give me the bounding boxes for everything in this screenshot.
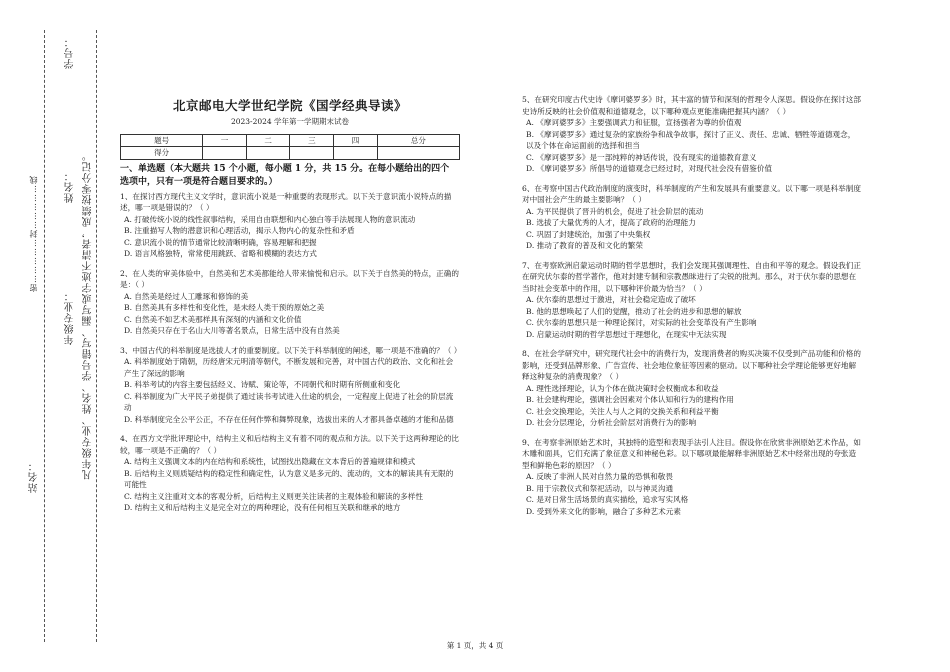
option: D. 科举制度完全公平公正，不存在任何作弊和舞弊现象，选拔出来的人才都具备卓越的才能和品德 xyxy=(124,414,454,424)
option: D. 结构主义和后结构主义是完全对立的两种理论，没有任何相互关联和继承的地方 xyxy=(124,503,401,512)
question-stem: 4、在西方文学批评理论中，结构主义和后结构主义有着不同的观点和方法。以下关于这两种理论的比较，哪一项是不正确的？（ ） xyxy=(120,434,459,455)
right-column xyxy=(522,94,862,517)
option: A. 打破传统小说的线性叙事结构，采用自由联想和内心独白等手法展现人物的意识流动 xyxy=(124,214,416,224)
option: A. 自然美是经过人工雕琢和修饰的美 xyxy=(124,291,249,301)
score-value-row xyxy=(121,147,460,160)
question-stem: 8、在社会学研究中，研究现代社会中的消费行为，发现消费者的购买决策不仅受到产品功能和价格的影响，还受到品牌形象、广告宣传、社会地位象征等因素的驱动。以下哪种社会学理论能够更好地解释这种复杂的消费现象？（ ） xyxy=(522,349,861,381)
option: A. 《摩诃婆罗多》主要强调武力和征服，宣扬强者为尊的价值观 xyxy=(526,118,742,127)
exam-subtitle: 2023-2024 学年第一学期期末试卷 xyxy=(230,117,350,126)
option: B. 他的思想唤起了人们的觉醒，推动了社会的进步和思想的解放 xyxy=(526,306,742,316)
question-9 xyxy=(522,437,862,518)
option: A. 反映了非洲人民对自然力量的恐惧和敬畏 xyxy=(526,472,673,481)
question-6 xyxy=(522,183,862,252)
cut-line-outer xyxy=(96,30,97,642)
score-cell: 一 xyxy=(203,134,247,147)
option: D. 推动了教育的普及和文化的繁荣 xyxy=(526,241,643,250)
exam-instruction: 凡年级专业、姓名、学号错写、漏写或字迹不清者，成绩按零分记。 xyxy=(83,150,94,480)
question-3 xyxy=(120,345,460,426)
school-label: 站名： xyxy=(29,460,40,493)
option: A. 理性选择理论，认为个体在做决策时会权衡成本和收益 xyxy=(526,383,719,393)
option: C. 意识流小说的情节通常比较清晰明确，容易理解和把握 xyxy=(124,237,317,247)
option: C. 伏尔泰的思想只是一种理论探讨，对实际的社会变革没有产生影响 xyxy=(526,318,757,327)
score-cell: 四 xyxy=(334,134,378,147)
option: A. 科举制度始于隋朝，历经唐宋元明清等朝代，不断发展和完善，对中国古代的政治、文化和社会产生了深远的影响 xyxy=(124,357,454,378)
option: A. 结构主义强调文本的内在结构和系统性，试图找出隐藏在文本背后的普遍规律和模式 xyxy=(124,457,416,466)
score-cell: 二 xyxy=(246,134,290,147)
option: D. 自然美只存在于名山大川等著名景点，日常生活中没有自然美 xyxy=(124,326,340,335)
option: B. 社会建构理论，强调社会因素对个体认知和行为的建构作用 xyxy=(526,395,734,404)
option: C. 巩固了封建统治，加强了中央集权 xyxy=(526,229,651,239)
question-stem: 5、在研究印度古代史诗《摩诃婆罗多》时，其丰富的情节和深刻的哲理令人深思。假设你在探讨这部史诗所反映的社会价值观和道德观念，以下哪种观点更能准确把握其内涵？（ ） xyxy=(522,95,861,116)
page-number: 第 1 页，共 4 页 xyxy=(446,641,504,650)
question-1 xyxy=(120,191,460,260)
option: B. 用于宗教仪式和祭祀活动，以与神灵沟通 xyxy=(526,483,674,493)
score-table xyxy=(120,134,460,160)
question-stem: 9、在考察非洲原始艺术时，其独特的造型和表现手法引人注目。假设你在欣赏非洲原始艺术作品，如木雕和面具，它们充满了象征意义和神秘色彩。以下哪项最能解释非洲原始艺术中经常出现的夸张造型和鲜艳色彩的原因？（ ） xyxy=(522,437,861,470)
option: C. 自然美不如艺术美那样具有深刻的内涵和文化价值 xyxy=(124,314,302,324)
score-cell xyxy=(290,147,334,160)
score-cell xyxy=(377,147,459,160)
question-stem: 3、中国古代的科举制度是选拔人才的重要制度。以下关于科举制度的阐述，哪一项是不准确的？（ ） xyxy=(120,345,462,355)
question-2 xyxy=(120,268,460,337)
option: A. 伏尔泰的思想过于激进，对社会稳定造成了破坏 xyxy=(526,295,696,304)
option: B. 科举考试的内容主要包括经义、诗赋、策论等，不同朝代和时期有所侧重和变化 xyxy=(124,380,401,389)
score-cell: 得分 xyxy=(121,147,203,160)
cut-line-inner xyxy=(44,30,45,642)
option: B. 自然美具有多样性和变化性，是未经人类干预的原始之美 xyxy=(124,303,325,312)
score-cell: 总分 xyxy=(377,134,459,147)
option: C. 科举制度为广大平民子弟提供了通过读书考试进入仕途的机会，一定程度上促进了社会的阶层流动 xyxy=(124,391,454,412)
question-stem: 2、在人类的审美体验中，自然美和艺术美都能给人带来愉悦和启示。以下关于自然美的特点，正确的是：（ ） xyxy=(120,268,459,289)
option: C. 是对日常生活场景的真实描绘，追求写实风格 xyxy=(526,495,689,504)
score-header-row xyxy=(121,134,460,147)
question-4 xyxy=(120,433,460,514)
question-5 xyxy=(522,94,862,175)
name-label: 姓名： xyxy=(65,170,76,203)
left-column xyxy=(120,98,460,514)
option: C. 结构主义注重对文本的客观分析，后结构主义则更关注读者的主观体验和解读的多样性 xyxy=(124,491,423,501)
question-8 xyxy=(522,348,862,429)
question-stem: 7、在考察欧洲启蒙运动时期的哲学思想时，我们会发现其强调理性、自由和平等的观念。假设我们正在研究伏尔泰的哲学著作，他对封建专制和宗教愚昧进行了尖锐的批判。那么，对于伏尔泰的思想在当时社会变革中的作用，以下哪种评价最为恰当？（ ） xyxy=(522,260,861,293)
option: B. 注重描写人物的潜意识和心理活动，揭示人物内心的复杂性和矛盾 xyxy=(124,226,355,235)
option: D. 《摩诃婆罗多》所倡导的道德观念已经过时，对现代社会没有借鉴价值 xyxy=(526,164,773,173)
option: C. 社会交换理论，关注人与人之间的交换关系和利益平衡 xyxy=(526,406,719,416)
score-cell xyxy=(203,147,247,160)
option: B. 后结构主义则质疑结构的稳定性和确定性，认为意义是多元的、流动的，文本的解读具有无限的可能性 xyxy=(124,468,454,489)
section-heading: 一、单选题（本大题共 15 个小题，每小题 1 分，共 15 分。在每小题给出的四个 选项中，只有一项是符合题目要求的。） xyxy=(120,163,450,187)
seal-line-text: 密……………封……………线 xyxy=(29,175,38,292)
option: C. 《摩诃婆罗多》是一部纯粹的神话传说，没有现实的道德教育意义 xyxy=(526,152,757,162)
score-cell: 题号 xyxy=(121,134,203,147)
option: A. 为平民提供了晋升的机会，促进了社会阶层的流动 xyxy=(526,206,704,216)
option: D. 社会分层理论，分析社会阶层对消费行为的影响 xyxy=(526,418,697,427)
score-cell xyxy=(334,147,378,160)
binding-margin xyxy=(0,0,110,672)
option: D. 启蒙运动时期的哲学思想过于理想化，在现实中无法实现 xyxy=(526,329,727,339)
score-cell: 三 xyxy=(290,134,334,147)
question-7 xyxy=(522,260,862,341)
exam-title: 北京邮电大学世纪学院《国学经典导读》 xyxy=(172,98,407,113)
option: D. 语言风格独特，常常使用跳跃、省略和模糊的表达方式 xyxy=(124,249,317,258)
question-stem: 6、在考察中国古代政治制度的演变时，科举制度的产生和发展具有重要意义。以下哪一项是科举制度对中国社会产生的最主要影响？（ ） xyxy=(522,183,861,204)
score-cell xyxy=(246,147,290,160)
question-stem: 1、在探讨西方现代主义文学时，意识流小说是一种重要的表现形式。以下关于意识流小说特点的描述，哪一项是错误的？（ ） xyxy=(120,191,452,212)
option: B. 选拔了大量优秀的人才，提高了政府的治理能力 xyxy=(526,218,696,227)
student-id-label: 学号： xyxy=(65,36,76,69)
grade-major-label: 年级专业： xyxy=(65,290,76,345)
option: B. 《摩诃婆罗多》通过复杂的家族纷争和战争故事，探讨了正义、责任、忠诚、牺牲等道德观念，以及个体在命运面前的选择和担当 xyxy=(526,129,856,150)
option: D. 受到外来文化的影响，融合了多种艺术元素 xyxy=(526,506,681,516)
